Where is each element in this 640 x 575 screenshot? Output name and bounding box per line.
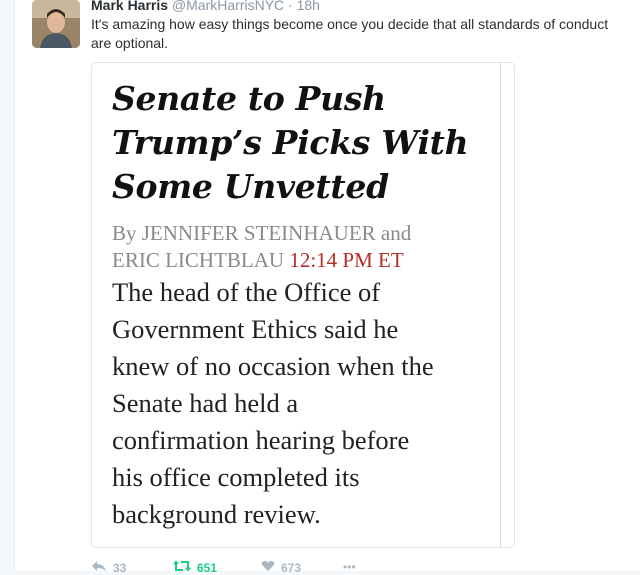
retweet-button[interactable]: [173, 560, 217, 575]
like-button[interactable]: [261, 560, 301, 575]
retweet-icon: [173, 560, 191, 572]
heart-icon: [261, 560, 275, 572]
article-headline: [112, 77, 502, 209]
lede-line: Senate had held a: [112, 388, 299, 418]
lede-line: Government Ethics said he: [112, 314, 399, 344]
headline-line: Trump’s Picks With: [112, 123, 469, 162]
reply-icon: [91, 560, 107, 572]
like-count: 673: [281, 561, 302, 575]
article-lede: [112, 274, 502, 533]
attached-photo[interactable]: [91, 62, 515, 548]
more-icon: •••: [343, 560, 356, 574]
lede-line: his office completed its: [112, 462, 360, 492]
article-time: 12:14 PM ET: [289, 248, 404, 272]
lede-line: background review.: [112, 499, 321, 529]
tweet-text: It's amazing how easy things become once you decide that all standards of conduct are optional.: [91, 16, 609, 51]
headline-line: Some Unvetted: [112, 167, 389, 206]
lede-line: knew of no occasion when the: [112, 351, 434, 381]
avatar[interactable]: [32, 0, 80, 48]
article-byline: [112, 220, 502, 274]
more-button[interactable]: [343, 560, 356, 574]
reply-count: 33: [113, 561, 127, 575]
tweet-header: [91, 0, 320, 14]
reply-button[interactable]: [91, 560, 126, 575]
author-name[interactable]: Mark Harris: [91, 0, 169, 13]
author-handle-time[interactable]: @MarkHarrisNYC · 18h: [171, 0, 320, 13]
lede-line: The head of the Office of: [112, 277, 381, 307]
retweet-count: 651: [197, 561, 218, 575]
byline-line: ERIC LICHTBLAU: [112, 248, 285, 272]
tweet-actions: [91, 560, 391, 574]
lede-line: confirmation hearing before: [112, 425, 410, 455]
headline-line: Senate to Push: [112, 79, 386, 118]
article-screenshot: [92, 63, 501, 547]
tweet-card: [14, 0, 640, 575]
byline-line: By JENNIFER STEINHAUER and: [112, 221, 412, 245]
